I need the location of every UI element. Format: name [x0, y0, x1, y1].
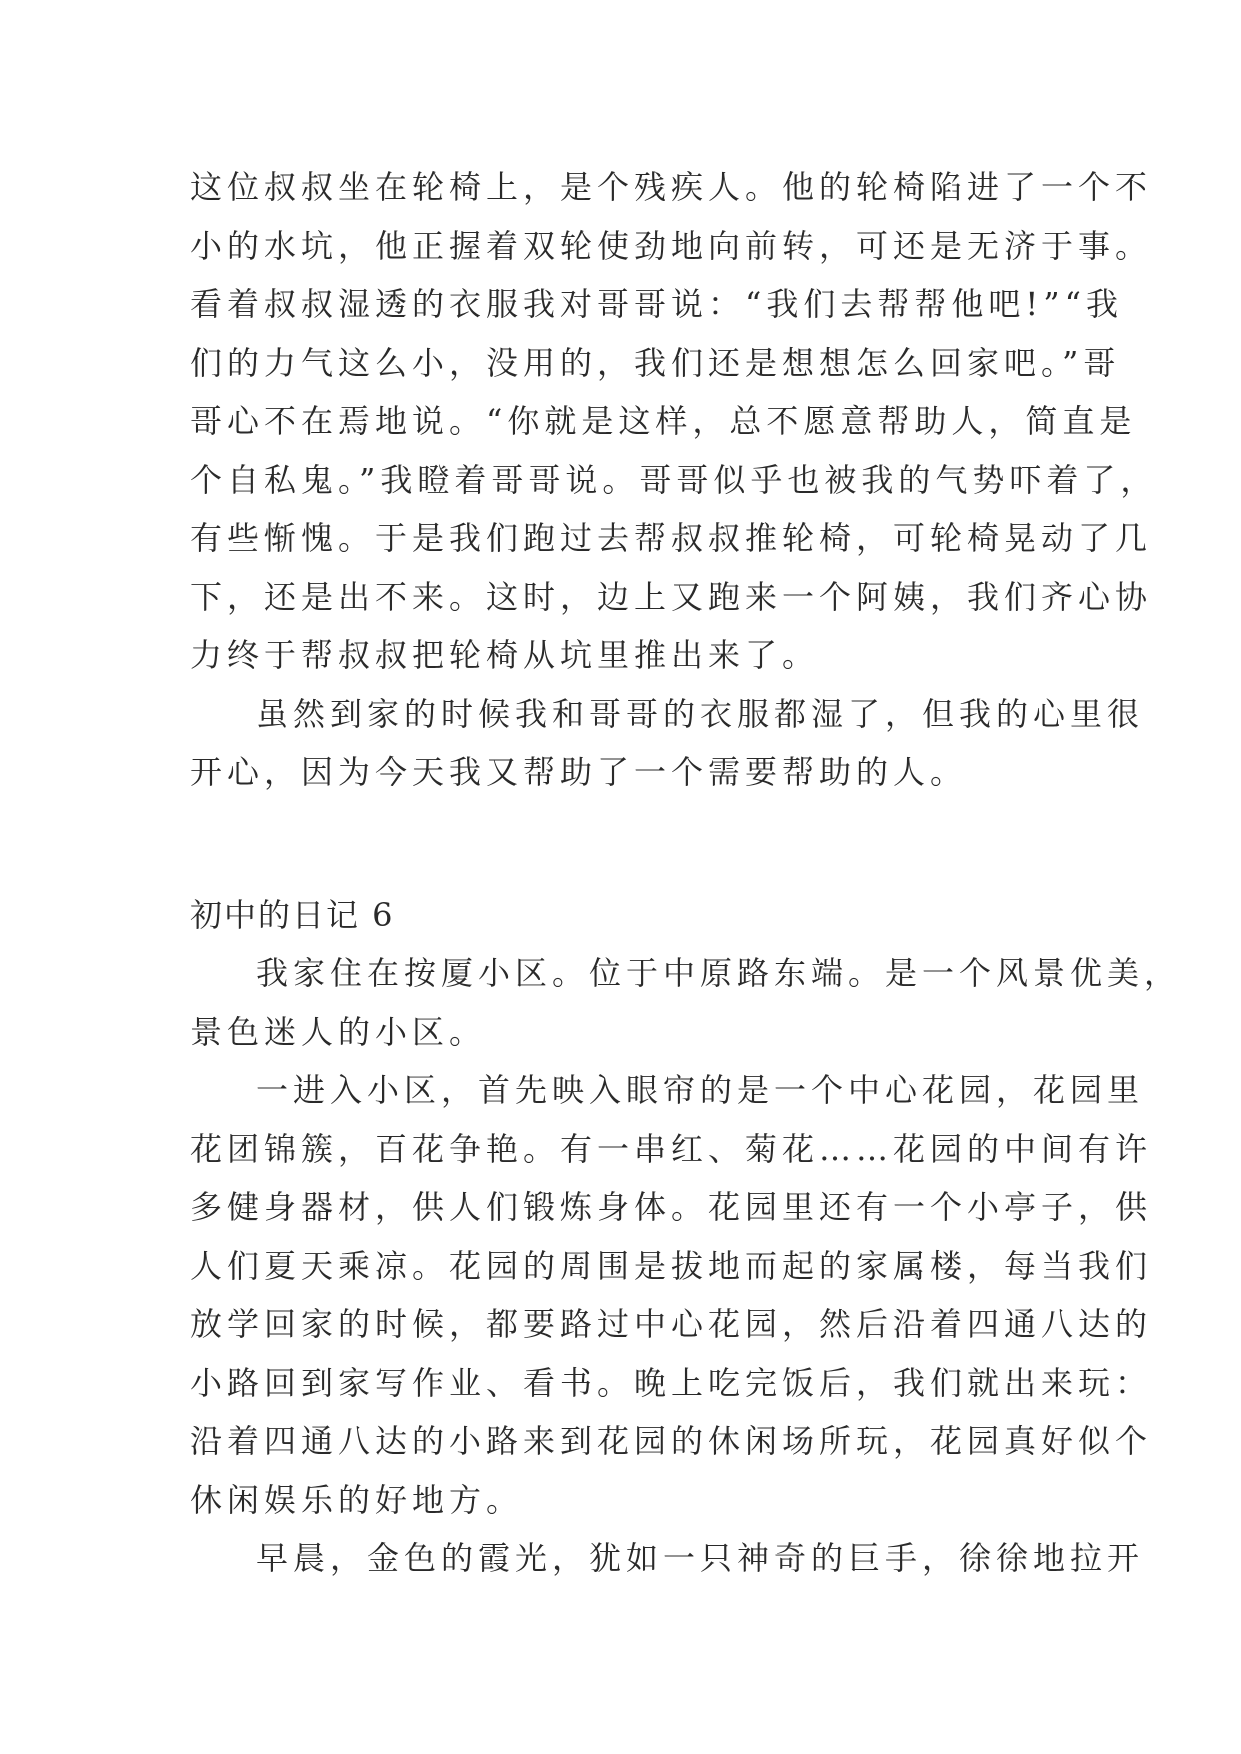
paragraph [190, 158, 1158, 685]
text-line: 放学回家的时候，都要路过中心花园，然后沿着四通八达的 [190, 1305, 1153, 1343]
text-line: 小的水坑，他正握着双轮使劲地向前转，可还是无济于事。 [190, 226, 1153, 265]
text-line: 早晨，金色的霞光，犹如一只神奇的巨手，徐徐地拉开 [256, 1539, 1145, 1577]
text-line: 下，还是出不来。这时，边上又跑来一个阿姨，我们齐心协 [190, 577, 1153, 616]
text-line: 多健身器材，供人们锻炼身体。花园里还有一个小亭子，供 [190, 1188, 1153, 1226]
section-heading: 初中的日记 6 [190, 895, 395, 934]
section-spacer [190, 802, 1070, 886]
text-line: 人们夏天乘凉。花园的周围是拔地而起的家属楼，每当我们 [190, 1246, 1153, 1285]
paragraph [190, 685, 1145, 802]
text-line: 休闲娱乐的好地方。 [190, 1480, 524, 1519]
text-line: 哥心不在焉地说。“你就是这样，总不愿意帮助人，简直是 [190, 402, 1137, 440]
text-line: 景色迷人的小区。 [190, 1012, 487, 1051]
text-line: 小路回到家写作业、看书。晚上吃完饭后，我们就出来玩： [190, 1363, 1153, 1402]
text-line: 花团锦簇，百花争艳。有一串红、菊花……花园的中间有许 [190, 1129, 1153, 1168]
text-line: 这位叔叔坐在轮椅上，是个残疾人。他的轮椅陷进了一个不 [190, 168, 1153, 206]
document-body [190, 158, 1182, 1588]
text-line: 看着叔叔湿透的衣服我对哥哥说：“我们去帮帮他吧!”“我 [190, 285, 1123, 323]
text-line: 一进入小区，首先映入眼帘的是一个中心花园，花园里 [256, 1071, 1145, 1109]
paragraph [190, 944, 1182, 1061]
paragraph [190, 1529, 1145, 1588]
text-line: 们的力气这么小，没用的，我们还是想想怎么回家吧。”哥 [190, 343, 1121, 382]
text-line: 沿着四通八达的小路来到花园的休闲场所玩，花园真好似个 [190, 1422, 1153, 1460]
text-line: 开心，因为今天我又帮助了一个需要帮助的人。 [190, 753, 968, 791]
text-line: 虽然到家的时候我和哥哥的衣服都湿了，但我的心里很 [256, 694, 1145, 733]
text-line: 我家住在按厦小区。位于中原路东端。是一个风景优美， [256, 954, 1182, 992]
text-line: 有些惭愧。于是我们跑过去帮叔叔推轮椅，可轮椅晃动了几 [190, 519, 1153, 557]
text-line: 力终于帮叔叔把轮椅从坑里推出来了。 [190, 636, 820, 674]
text-line: 个自私鬼。”我瞪着哥哥说。哥哥似乎也被我的气势吓着了， [190, 460, 1158, 499]
paragraph [190, 1061, 1153, 1529]
